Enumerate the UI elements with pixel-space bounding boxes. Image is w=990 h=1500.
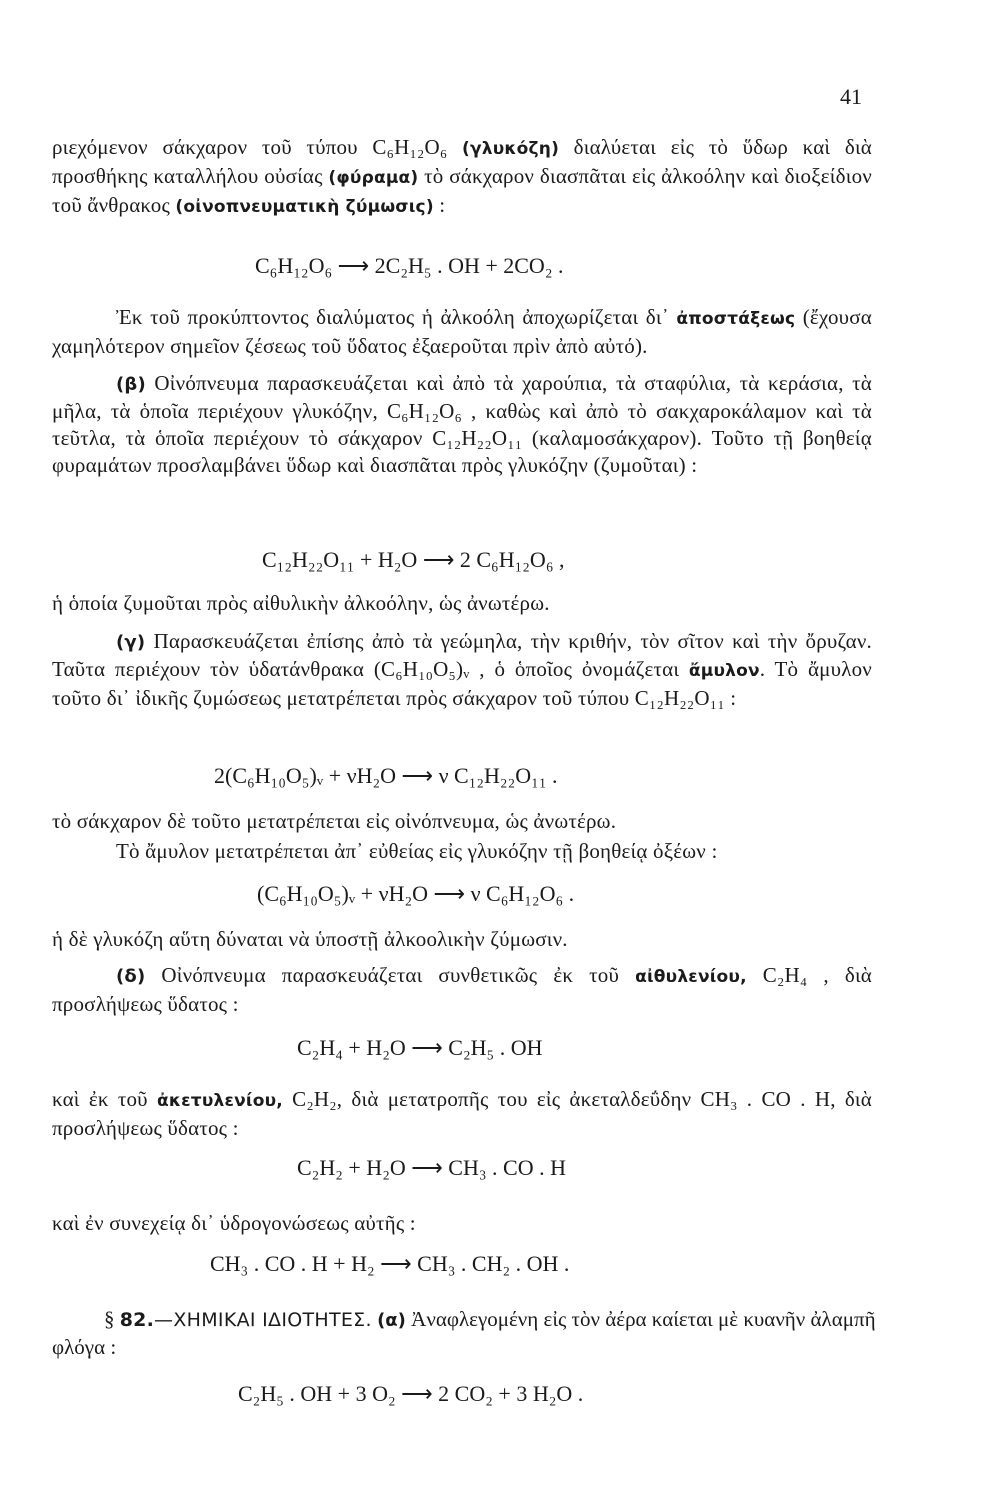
term-glucose: (γλυκόζη): [462, 139, 560, 159]
label-gamma: (γ): [116, 632, 146, 653]
paragraph-gamma: [52, 628, 872, 712]
paragraph-acetylene: [52, 1086, 872, 1142]
text-run: . Τὸ ἄμυλον τοῦτο δι᾽ ἰδικῆς ζυμώσεως μετατρέπεται πρὸς σάκχαρον τοῦ τύπου C₁₂H₂₂O₁₁ :: [52, 657, 872, 710]
term-acetylene: ἀκετυλενίου,: [156, 1091, 283, 1111]
paragraph-hydrogenation: καὶ ἐν συνεχείᾳ δι᾽ ὑδρογονώσεως αὐτῆς :: [52, 1211, 416, 1235]
equation-7: CH₃ . CO . H + H₂ ⟶ CH₃ . CH₂ . OH .: [210, 1251, 570, 1276]
text-run: C₂H₄ , διὰ προσλήψεως ὕδατος :: [52, 963, 872, 1016]
paragraph-glucose-fermentation: ἡ δὲ γλυκόζη αὕτη δύναται νὰ ὑποστῇ ἀλκοολικὴν ζύμωσιν.: [52, 927, 568, 951]
term-enzyme: (φύραμα): [328, 168, 419, 188]
equation-2: C₁₂H₂₂O₁₁ + H₂O ⟶ 2 C₆H₁₂O₆ ,: [262, 547, 565, 572]
paragraph-fermentation: [52, 134, 872, 221]
text-run: τὸ σάκχαρον διασπᾶται εἰς ἀλκοόλην καὶ διοξείδιον τοῦ ἄνθρακος: [52, 164, 872, 217]
paragraph-sugar-conversion: τὸ σάκχαρον δὲ τοῦτο μετατρέπεται εἰς οἰνόπνευμα, ὡς ἀνωτέρω.: [52, 809, 617, 833]
equation-8: C₂H₅ . OH + 3 O₂ ⟶ 2 CO₂ + 3 H₂O .: [238, 1381, 584, 1406]
text-run: :: [433, 193, 446, 217]
text-run: ριεχόμενον σάκχαρον τοῦ τύπου C₆H₁₂O₆: [52, 135, 462, 159]
text-run: Οἰνόπνευμα παρασκευάζεται καὶ ἀπὸ τὰ χαρούπια, τὰ σταφύλια, τὰ κεράσια, τὰ μῆλα, τὰ ὁποῖα περιέχουν γλυκόζην, C₆H₁₂O₆ , καθὼς καὶ ἀπὸ τὸ σακχαροκάλαμον καὶ τὰ τεῦτλα, τὰ ὁποῖα περιέχουν τὸ σάκχαρον C₁₂H₂₂O₁₁ (καλαμοσάκχαρον). Τοῦτο τῇ βοηθείᾳ φυραμάτων προσλαμβάνει ὕδωρ καὶ διασπᾶται πρὸς γλυκόζην (ζυμοῦται) :: [52, 371, 872, 477]
section-title: —ΧΗΜΙΚΑΙ ΙΔΙΟΤΗΤΕΣ.: [154, 1309, 372, 1331]
section-82-heading: [52, 1306, 892, 1361]
paragraph-delta: [52, 962, 872, 1018]
term-starch: ἄμυλον: [688, 661, 760, 681]
text-run: (ἔχουσα χαμηλότερον σημεῖον ζέσεως τοῦ ὕδατος ἐξαεροῦται πρὶν ἀπὸ αὐτό).: [52, 305, 872, 358]
section-number: 82.: [119, 1309, 155, 1331]
equation-6: C₂H₂ + H₂O ⟶ CH₃ . CO . H: [297, 1155, 566, 1180]
text-run: C₂H₂, διὰ μετατροπῆς του εἰς ἀκεταλδεΰδην CH₃ . CO . H, διὰ προσλήψεως ὕδατος :: [52, 1087, 872, 1140]
term-alcoholic-fermentation: (οἰνοπνευματικὴ ζύμωσις): [175, 197, 434, 217]
text-run: Ἐκ τοῦ προκύπτοντος διαλύματος ἡ ἀλκοόλη ἀποχωρίζεται δι᾽: [116, 305, 677, 329]
label-beta: (β): [116, 374, 146, 395]
equation-5: C₂H₄ + H₂O ⟶ C₂H₅ . OH: [297, 1035, 543, 1060]
paragraph-starch-glucose: Τὸ ἄμυλον μετατρέπεται ἀπ᾽ εὐθείας εἰς γλυκόζην τῇ βοηθείᾳ ὀξέων :: [116, 839, 718, 863]
term-distillation: ἀποστάξεως: [676, 309, 796, 329]
label-alpha: (α): [377, 1310, 406, 1331]
text-run: καὶ ἐκ τοῦ: [52, 1087, 157, 1111]
label-delta: (δ): [116, 966, 146, 987]
paragraph-ethyl-alcohol: ἡ ὁποία ζυμοῦται πρὸς αἰθυλικὴν ἀλκοόλην, ὡς ἀνωτέρω.: [52, 591, 550, 615]
equation-4: (C₆H₁₀O₅)ᵥ + νH₂O ⟶ ν C₆H₁₂O₆ .: [257, 881, 575, 906]
paragraph-distillation: [52, 304, 872, 360]
text-run: Οἰνόπνευμα παρασκευάζεται συνθετικῶς ἐκ τοῦ: [145, 963, 636, 987]
text-run: διαλύεται εἰς τὸ ὕδωρ καὶ διὰ προσθήκης καταλλήλου οὐσίας: [52, 135, 873, 188]
text-run: Παρασκευάζεται ἐπίσης ἀπὸ τὰ γεώμηλα, τὴν κριθήν, τὸν σῖτον καὶ τὴν ὄρυζαν. Ταῦτα περιέχουν τὸν ὑδατάνθρακα (C₆H₁₀O₅)ᵥ , ὁ ὁποῖος ὀνομάζεται: [52, 629, 872, 681]
page-number: 41: [840, 84, 862, 109]
equation-3: 2(C₆H₁₀O₅)ᵥ + νH₂O ⟶ ν C₁₂H₂₂O₁₁ .: [214, 763, 558, 788]
equation-1: C₆H₁₂O₆ ⟶ 2C₂H₅ . OH + 2CO₂ .: [255, 253, 564, 278]
term-ethylene: αἰθυλενίου,: [635, 967, 747, 987]
paragraph-beta: [52, 370, 872, 479]
text-run: Ἀναφλεγομένη εἰς τὸν ἀέρα καίεται μὲ κυανῆν ἀλαμπῆ φλόγα :: [52, 1307, 876, 1359]
section-symbol: §: [104, 1307, 115, 1331]
